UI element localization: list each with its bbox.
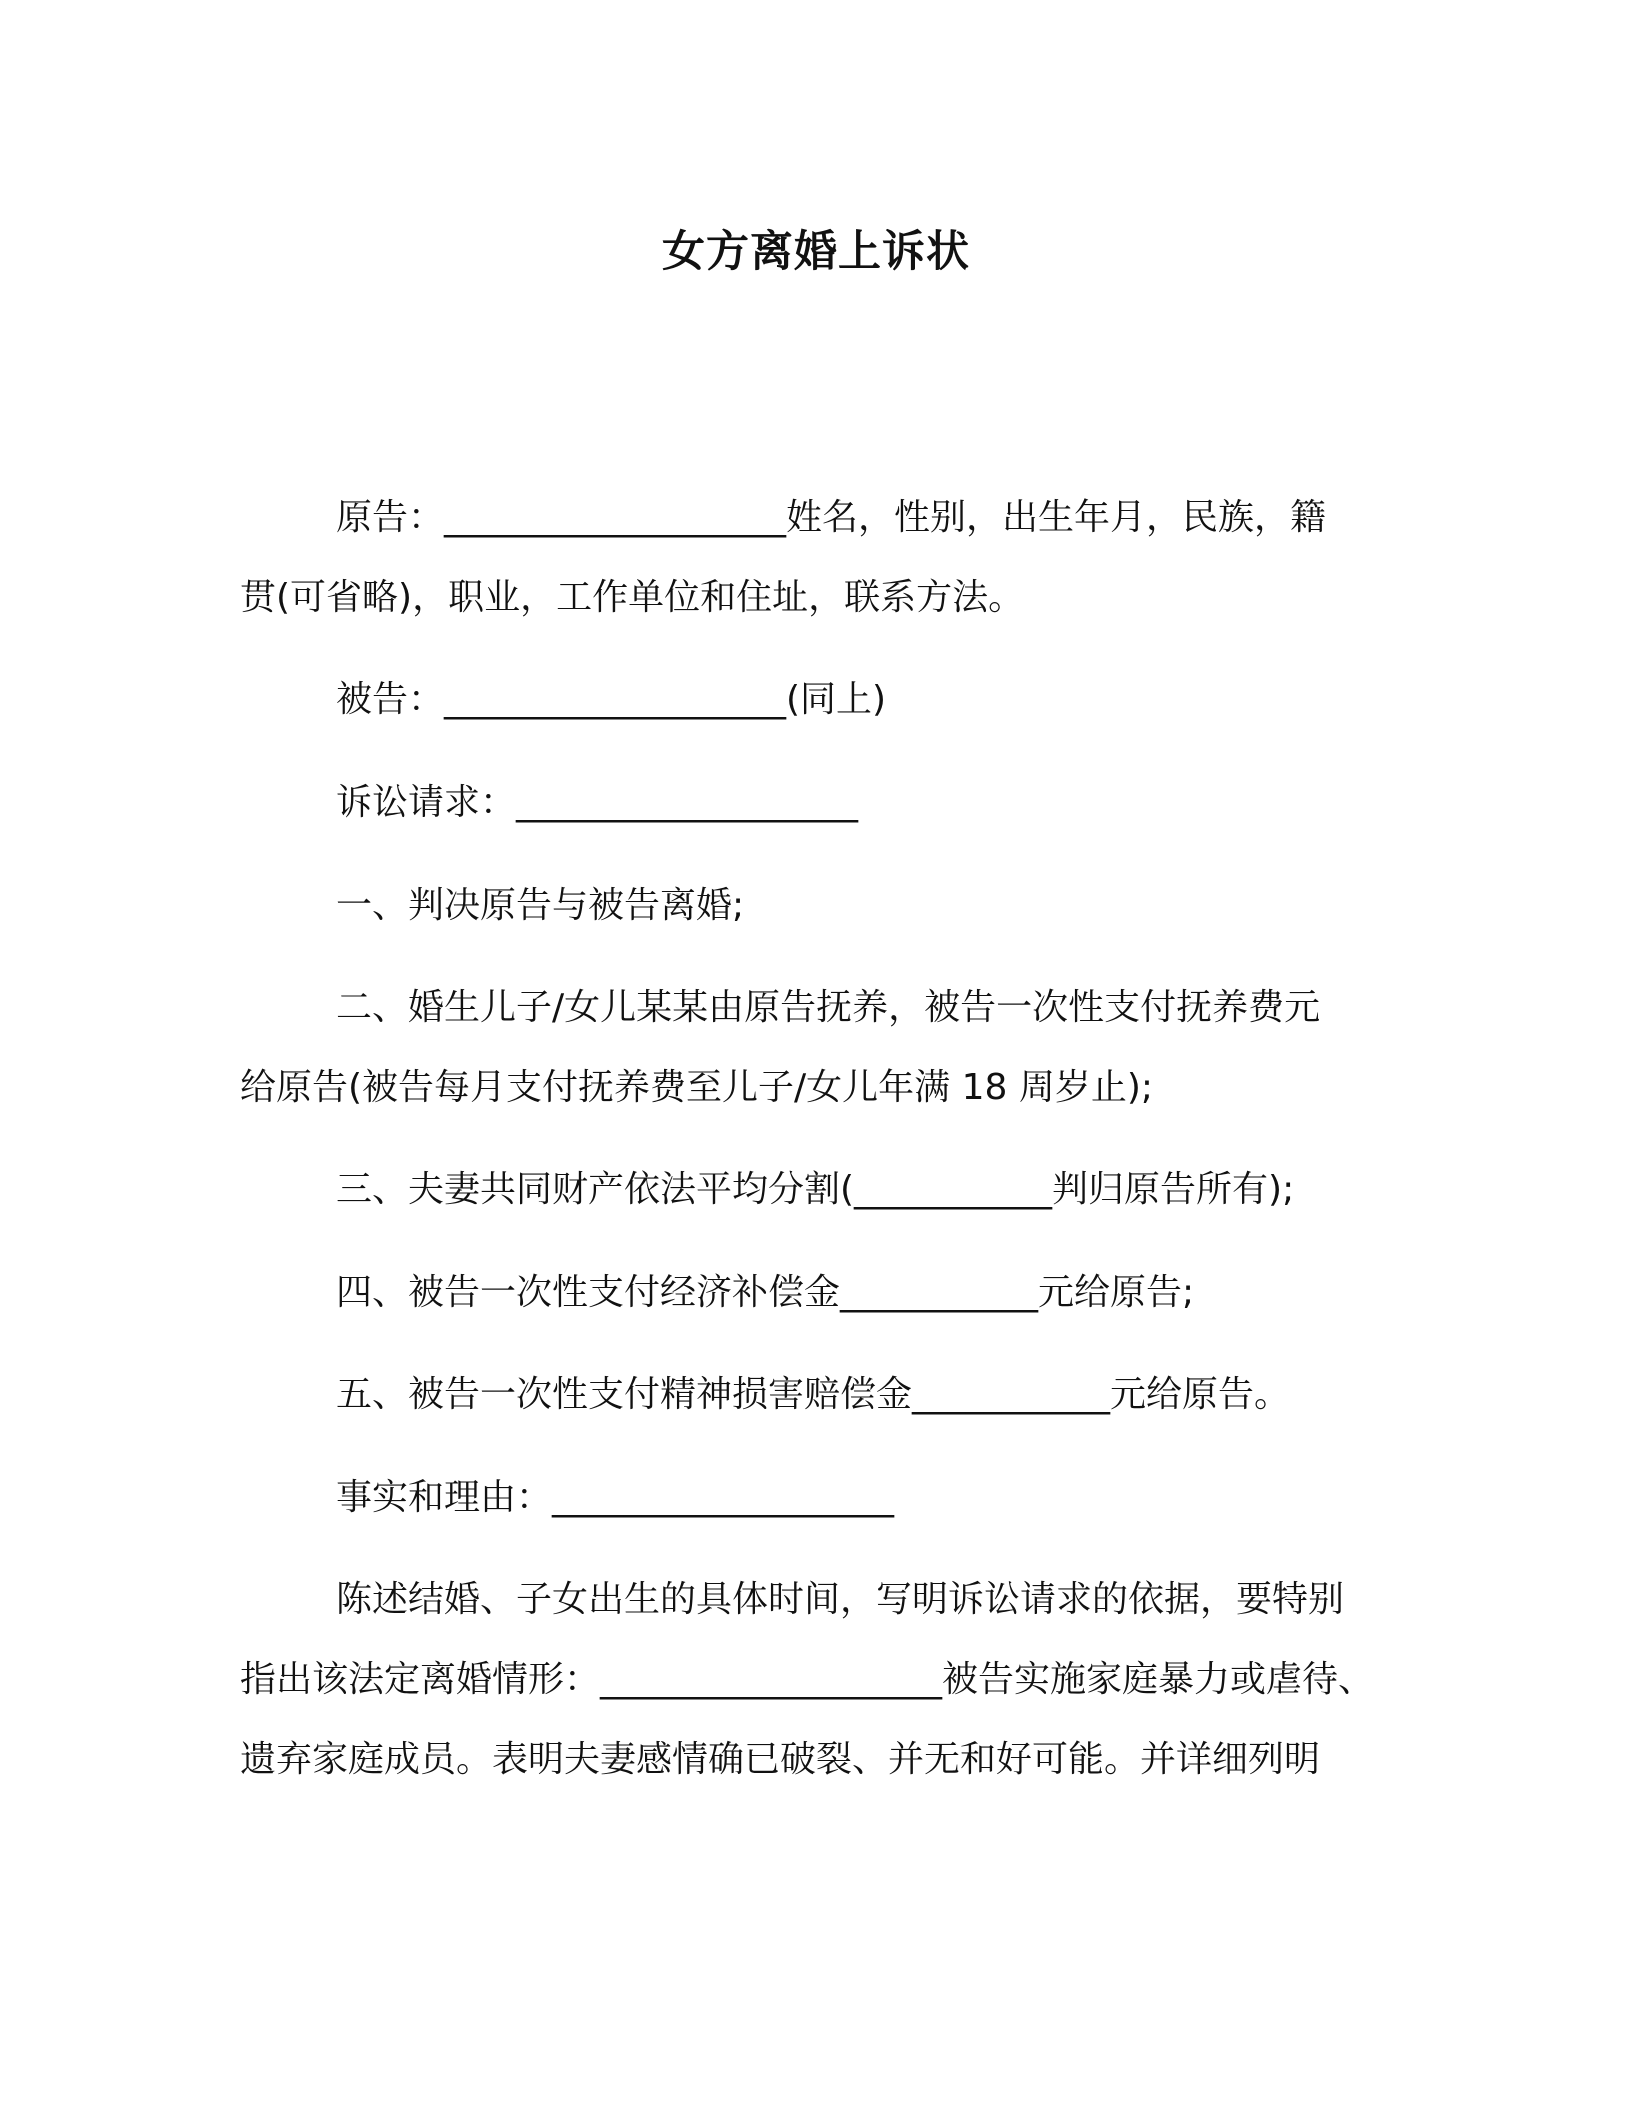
claim-item-5: 五、被告一次性支付精神损害赔偿金___________元给原告。	[336, 1374, 1291, 1415]
plaintiff-line-1: 原告：___________________姓名，性别，出生年月，民族，籍	[336, 497, 1327, 538]
facts-line-2: 指出该法定离婚情形：___________________被告实施家庭暴力或虐待、	[240, 1659, 1375, 1700]
plaintiff-line-2: 贯(可省略)，职业，工作单位和住址，联系方法。	[240, 577, 1025, 618]
facts-heading: 事实和理由：___________________	[336, 1477, 895, 1518]
facts-line-3: 遗弃家庭成员。表明夫妻感情确已破裂、并无和好可能。并详细列明	[240, 1739, 1321, 1780]
claim-item-2-line-1: 二、婚生儿子/女儿某某由原告抚养，被告一次性支付抚养费元	[336, 987, 1321, 1028]
claims-heading: 诉讼请求：___________________	[336, 782, 859, 823]
document-title: 女方离婚上诉状	[662, 227, 970, 277]
defendant-line: 被告：___________________(同上)	[336, 679, 887, 720]
claim-item-4: 四、被告一次性支付经济补偿金___________元给原告;	[336, 1272, 1195, 1313]
claim-item-3: 三、夫妻共同财产依法平均分割(___________判归原告所有);	[336, 1169, 1295, 1210]
facts-line-1: 陈述结婚、子女出生的具体时间，写明诉讼请求的依据，要特别	[336, 1579, 1345, 1620]
claim-item-1: 一、判决原告与被告离婚;	[336, 885, 745, 926]
claim-item-2-line-2: 给原告(被告每月支付抚养费至儿子/女儿年满 18 周岁止);	[240, 1067, 1154, 1108]
